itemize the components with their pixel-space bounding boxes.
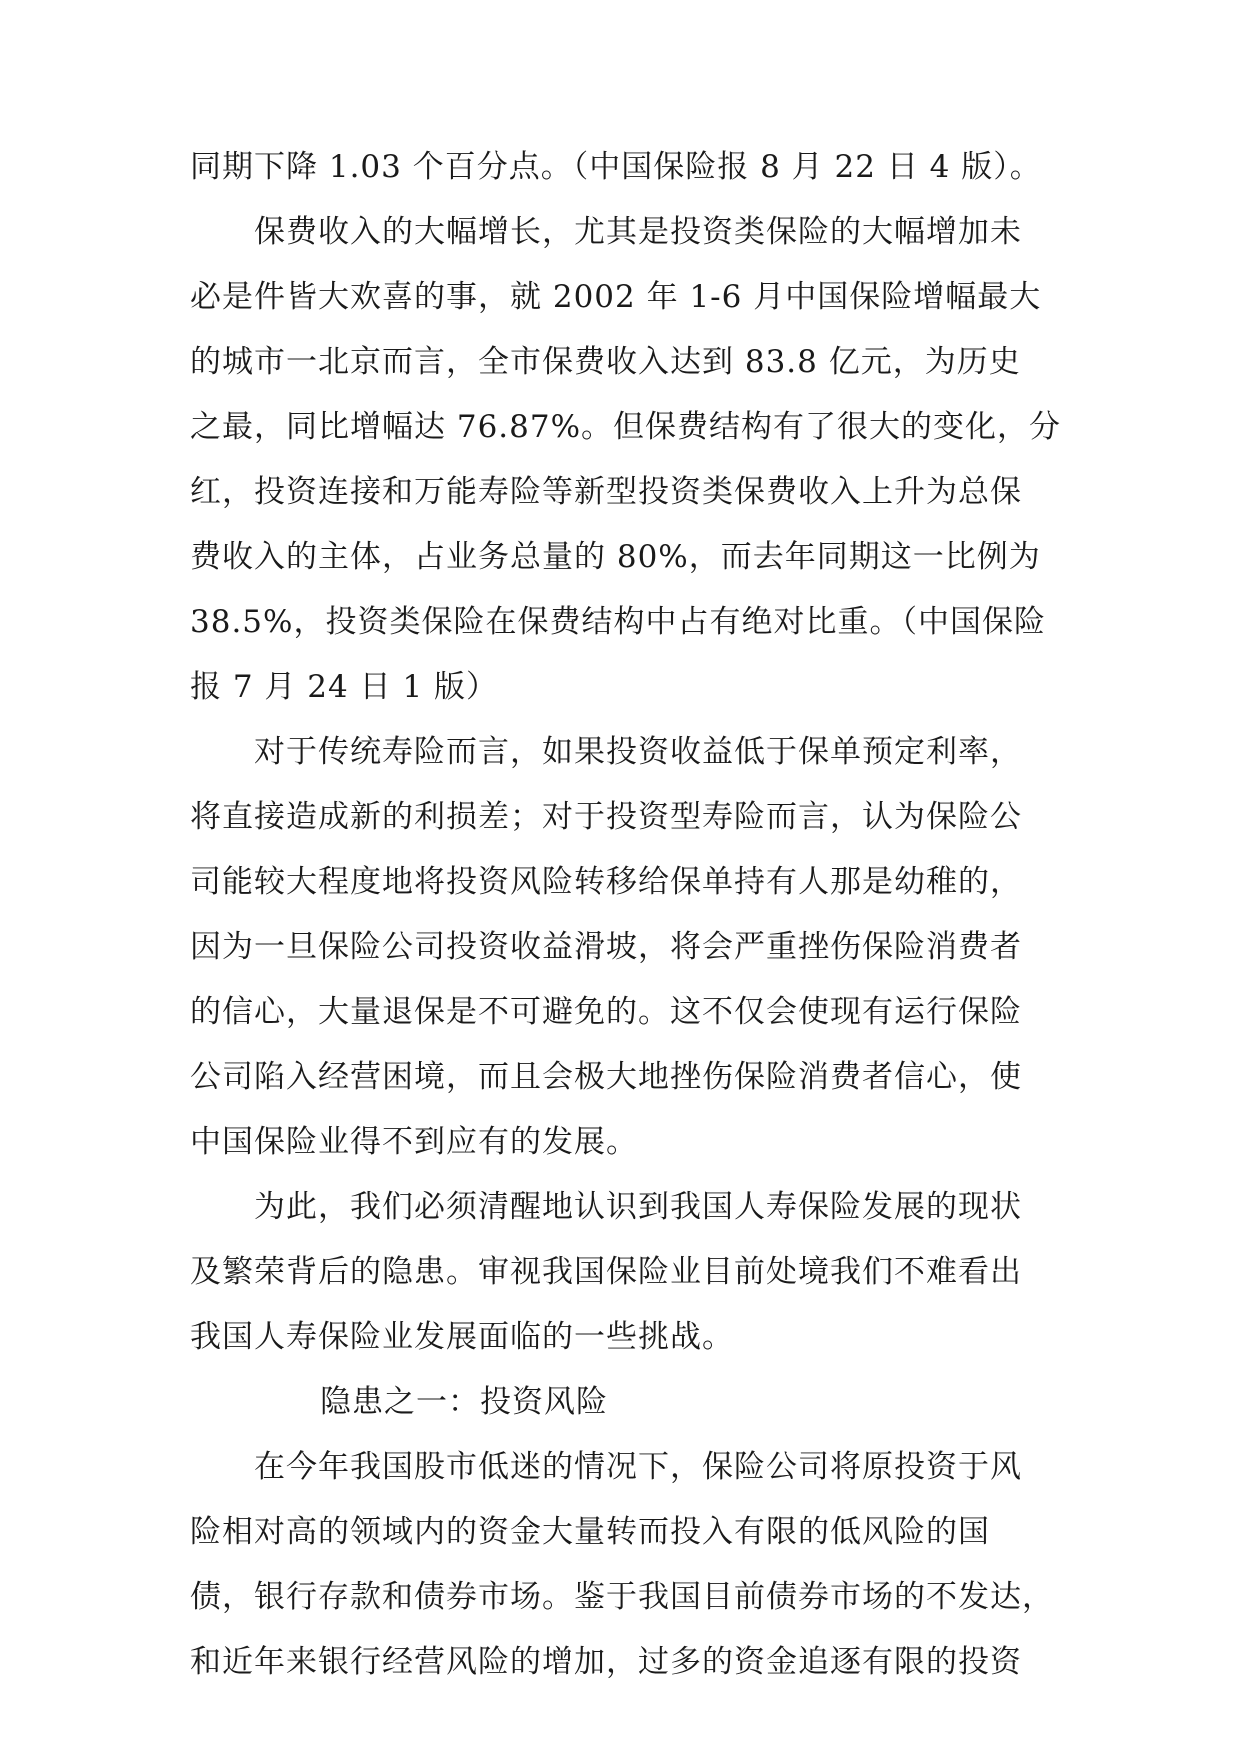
text-line-13: 因为一旦保险公司投资收益滑坡，将会严重挫伤保险消费者: [190, 929, 1022, 965]
text-line-22: 险相对高的领域内的资金大量转而投入有限的低风险的国: [190, 1514, 990, 1550]
text-line-18: 及繁荣背后的隐患。审视我国保险业目前处境我们不难看出: [190, 1254, 1022, 1290]
section-heading: 隐患之一：投资风险: [320, 1384, 608, 1420]
text-line-19: 我国人寿保险业发展面临的一些挑战。: [190, 1319, 734, 1355]
text-line-15: 公司陷入经营困境，而且会极大地挫伤保险消费者信心，使: [190, 1059, 1022, 1095]
text-line-14: 的信心，大量退保是不可避免的。这不仅会使现有运行保险: [190, 994, 1022, 1030]
text-line-11: 将直接造成新的利损差；对于投资型寿险而言，认为保险公: [190, 799, 1022, 835]
paragraph-line-17: 为此，我们必须清醒地认识到我国人寿保险发展的现状: [254, 1189, 1022, 1225]
paragraph-line-21: 在今年我国股市低迷的情况下，保险公司将原投资于风: [254, 1449, 1022, 1485]
text-line-7: 费收入的主体，占业务总量的 80%，而去年同期这一比例为: [190, 539, 1041, 575]
text-line-16: 中国保险业得不到应有的发展。: [190, 1124, 638, 1160]
text-line-8: 38.5%，投资类保险在保费结构中占有绝对比重。（中国保险: [190, 604, 1046, 640]
text-line-9: 报 7 月 24 日 1 版）: [190, 669, 499, 705]
text-line-23: 债，银行存款和债券市场。鉴于我国目前债券市场的不发达，: [190, 1579, 1054, 1615]
text-line-5: 之最，同比增幅达 76.87%。但保费结构有了很大的变化，分: [190, 409, 1062, 445]
text-line-3: 必是件皆大欢喜的事，就 2002 年 1-6 月中国保险增幅最大: [190, 279, 1042, 315]
paragraph-line-2: 保费收入的大幅增长，尤其是投资类保险的大幅增加未: [254, 214, 1022, 250]
paragraph-line-10: 对于传统寿险而言，如果投资收益低于保单预定利率，: [254, 734, 1022, 770]
text-line-1: 同期下降 1.03 个百分点。（中国保险报 8 月 22 日 4 版）。: [190, 149, 1042, 185]
text-line-24: 和近年来银行经营风险的增加，过多的资金追逐有限的投资: [190, 1644, 1022, 1680]
text-line-12: 司能较大程度地将投资风险转移给保单持有人那是幼稚的，: [190, 864, 1022, 900]
text-line-6: 红，投资连接和万能寿险等新型投资类保费收入上升为总保: [190, 474, 1022, 510]
text-line-4: 的城市一北京而言，全市保费收入达到 83.8 亿元，为历史: [190, 344, 1021, 380]
